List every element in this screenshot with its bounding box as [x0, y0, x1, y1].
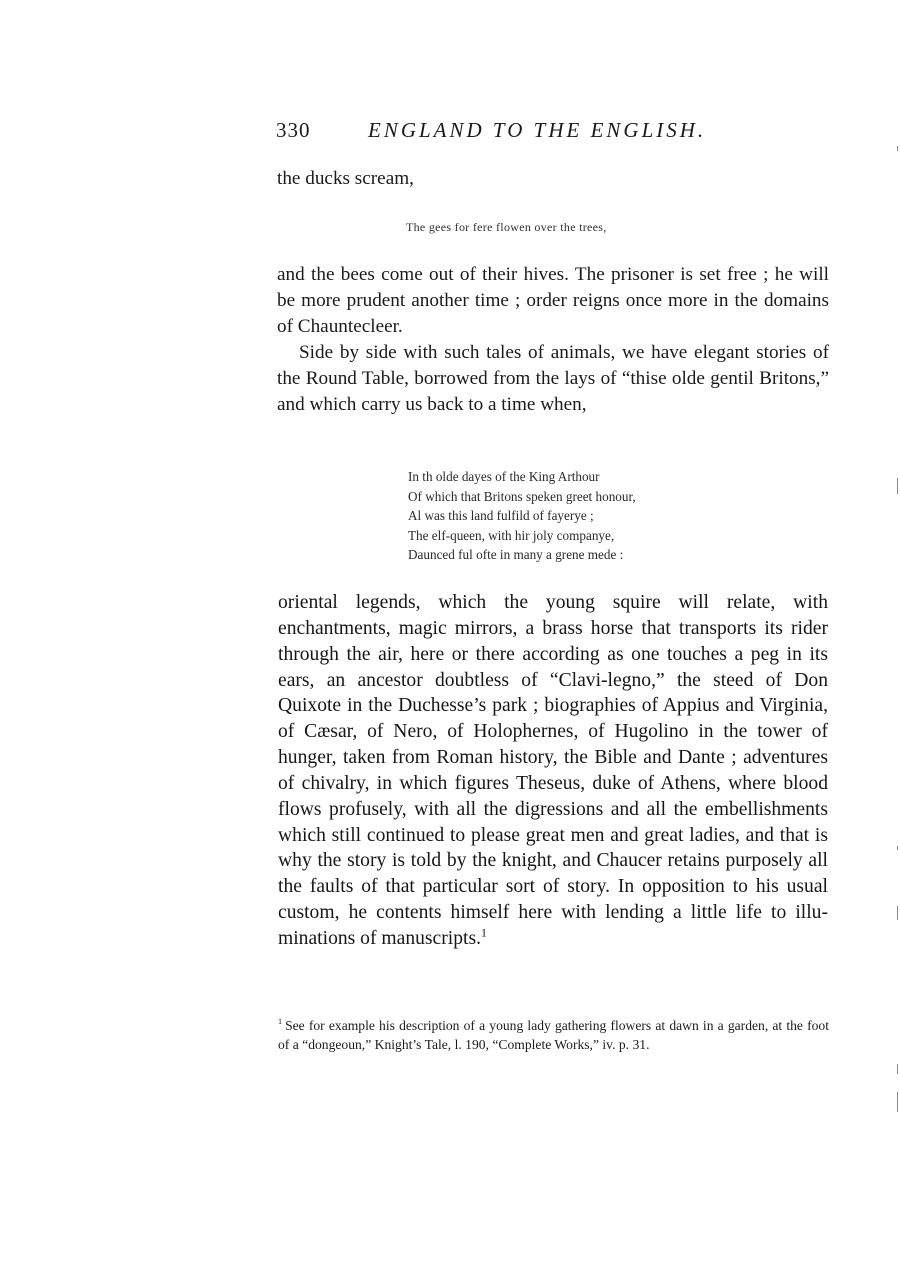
paragraph-opening: the ducks scream,	[277, 168, 414, 189]
paragraph-prisoner: and the bees come out of their hives. The prisoner is set free ; he will be more prudent another time ; order reigns once more in the domains of Chauntecleer.	[277, 264, 829, 337]
verse-line: In th olde dayes of the King Arthour	[408, 469, 600, 484]
paragraph-round-table: Side by side with such tales of animals, we have elegant stories of the Round Table, borrowed from the lays of “thise olde gentil Britons,” and which carry us back to a time when,	[277, 342, 829, 415]
verse-line: Daunced ful ofte in many a grene mede :	[408, 547, 624, 562]
scan-edge-mark	[897, 146, 898, 151]
page-number: 330	[276, 118, 311, 142]
scan-edge-mark	[897, 906, 898, 920]
footnote	[278, 1016, 829, 1054]
verse-line: The elf-queen, with hir joly companye,	[408, 527, 615, 543]
footnote-marker: 1	[278, 1017, 283, 1027]
paragraph-oriental-legends	[278, 590, 828, 952]
footnote-reference: 1	[481, 926, 487, 940]
scan-edge-mark	[897, 1092, 898, 1112]
scan-edge-mark	[897, 846, 898, 850]
running-title: ENGLAND TO THE ENGLISH.	[368, 118, 707, 142]
scan-edge-mark	[897, 1064, 898, 1074]
quoted-verse-line: The gees for fere flowen over the trees,	[406, 220, 607, 234]
verse-line: Of which that Britons speken greet honour,	[408, 488, 636, 504]
scan-edge-mark	[897, 478, 898, 494]
page-header	[276, 118, 836, 148]
footnote-text: See for example his description of a young lady gathering flowers at dawn in a garden, at the foot of a “dongeoun,” Knight’s Tale, l. 190, “Complete Works,” iv. p. 31.	[278, 1018, 829, 1052]
main-text: oriental legends, which the young squire will relate, with enchantments, magic mirrors, a brass horse that transports its rider through the air, here or there according as one touches a peg in its ears, an ancestor doubtless of “Clavi-legno,” the steed of Don Quixote in the Duchesse’s park ; biographies of Appius and Virginia, of Cæsar, of Nero, of Holophernes, of Hugolino in the tower of hunger, taken from Roman history, the Bible and Dante ; adventures of chivalry, in which figures Theseus, duke of Athens, where blood flows profusely, with all the digressions and all the embellishments which still continued to please great men and great ladies, and that is why the story is told by the knight, and Chaucer retains purposely all the faults of that particular sort of story. In opposition to his usual custom, he contents himself here with lending a little life to illu-minations of manuscripts.	[278, 592, 828, 949]
verse-block	[408, 467, 636, 565]
verse-line: Al was this land fulfild of fayerye ;	[408, 508, 594, 523]
